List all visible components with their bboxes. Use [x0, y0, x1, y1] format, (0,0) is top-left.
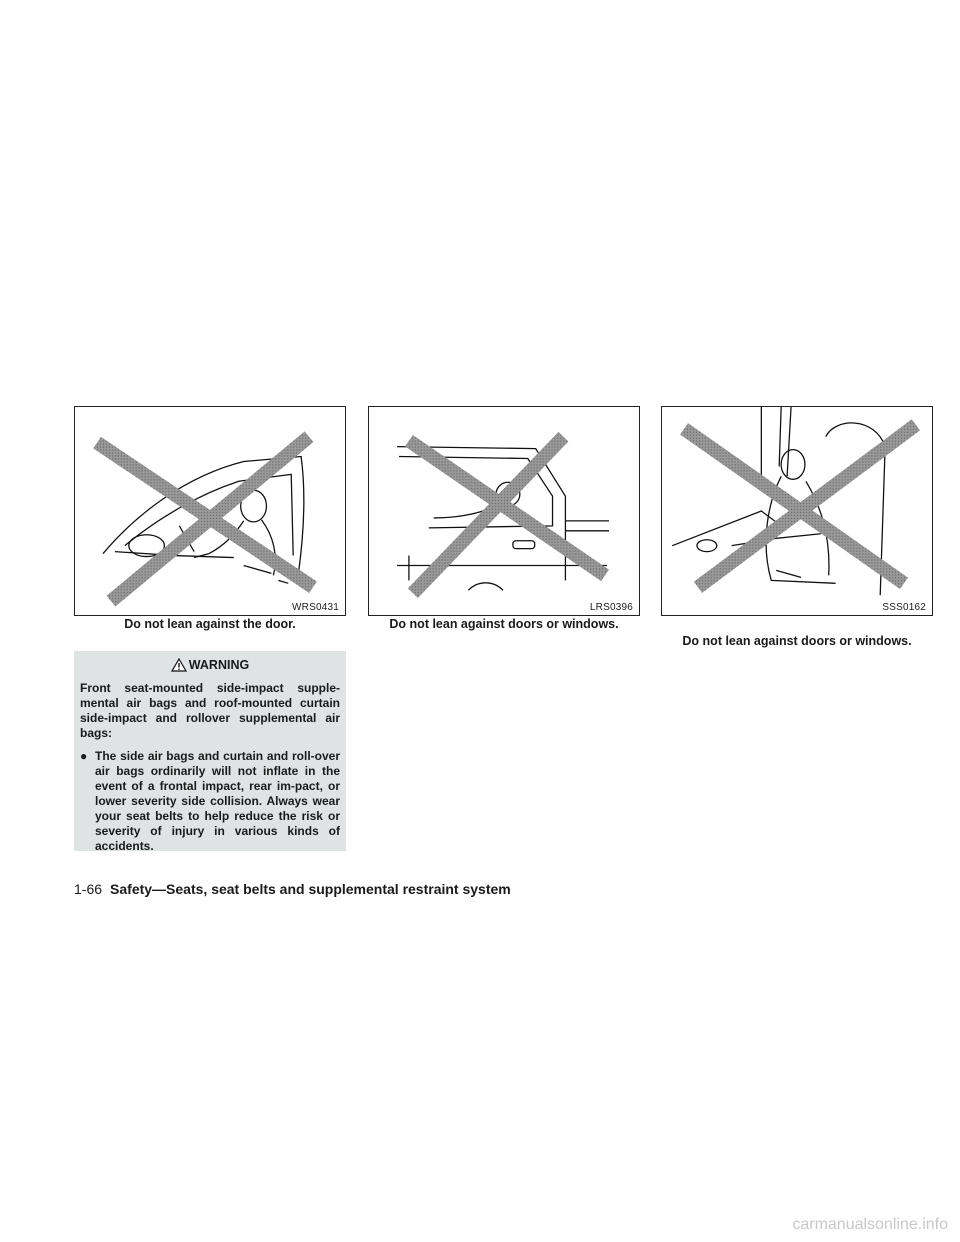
section-title: Safety—Seats, seat belts and supplemental restraint system — [110, 881, 511, 897]
warning-bullet — [80, 749, 340, 854]
bullet-icon: ● — [80, 749, 88, 763]
child-lean-illustration — [662, 407, 932, 615]
figure-door-lean — [74, 406, 346, 616]
figure-window-lean — [368, 406, 640, 616]
warning-intro: Front seat-mounted side-impact supple-mental air bags and roof-mounted curtain side-impact and rollover supplemental air bags: — [80, 681, 340, 740]
figure-child-lean — [661, 406, 933, 616]
page-footer — [74, 881, 511, 897]
warning-title-text: WARNING — [188, 658, 250, 672]
warning-title — [80, 658, 340, 672]
figure-code: SSS0162 — [882, 602, 926, 613]
warning-bullet-text: The side air bags and curtain and roll-over air bags ordinarily will not inflate in the event of a frontal impact, rear im-pact, or lower severity side collision. Always wear your seat belts to help reduce the risk or severity of injury in various kinds of accidents. — [95, 749, 340, 853]
window-lean-illustration — [369, 407, 639, 615]
figure-code: LRS0396 — [589, 602, 633, 613]
door-lean-illustration — [75, 407, 345, 615]
page-number: 1-66 — [74, 881, 103, 897]
warning-box — [74, 651, 346, 851]
figure-caption: Do not lean against doors or windows. — [682, 634, 912, 648]
figure-caption: Do not lean against the door. — [124, 617, 296, 631]
figure-code: WRS0431 — [292, 602, 339, 613]
figure-caption: Do not lean against doors or windows. — [389, 617, 619, 631]
watermark: carmanualsonline.info — [792, 1216, 948, 1233]
warning-triangle-icon — [171, 658, 187, 672]
